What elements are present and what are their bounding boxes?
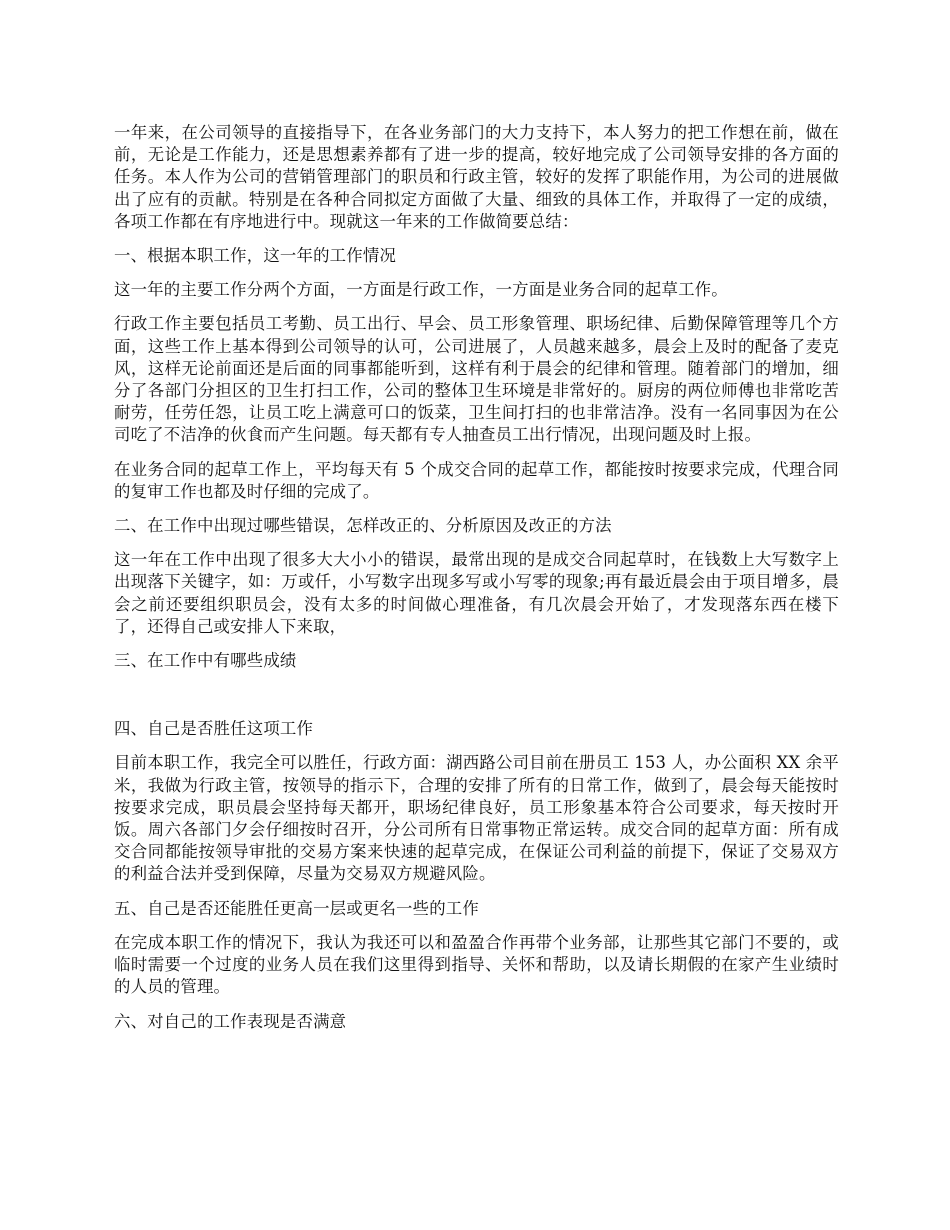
section-1-heading: 一、根据本职工作，这一年的工作情况 [114,246,397,266]
section-1-paragraph-2: 行政工作主要包括员工考勤、员工出行、早会、员工形象管理、职场纪律、后勤保障管理等几个方面，这些工作上基本得到公司领导的认可，公司进展了，人员越来越多，晨会上及时的配备了麦克风，这样无论前面还是后面的同事都能听到，这样有利于晨会的纪律和管理。随着部门的增加，细分了各部门分担区的卫生打扫工作，公司的整体卫生环境是非常好的。厨房的两位师傅也非常吃苦耐劳，任劳任怨，让员工吃上满意可口的饭菜，卫生间打扫的也非常洁净。没有一名同事因为在公司吃了不洁净的伙食而产生问题。每天都有专人抽查员工出行情况，出现问题及时上报。 [114,314,839,445]
section-1-paragraph-1: 这一年的主要工作分两个方面，一方面是行政工作，一方面是业务合同的起草工作。 [114,280,728,300]
section-5-heading: 五、自己是否还能胜任更高一层或更名一些的工作 [114,898,479,918]
intro-paragraph: 一年来，在公司领导的直接指导下，在各业务部门的大力支持下，本人努力的把工作想在前，做在前，无论是工作能力，还是思想素养都有了进一步的提高，较好地完成了公司领导安排的各方面的任务。本人作为公司的营销管理部门的职员和行政主管，较好的发挥了职能作用，为公司的进展做出了应有的贡献。特别是在各种合同拟定方面做了大量、细致的具体工作，并取得了一定的成绩，各项工作都在有序地进行中。现就这一年来的工作做简要总结： [114,123,839,231]
section-5-paragraph-1: 在完成本职工作的情况下，我认为我还可以和盈盈合作再带个业务部，让那些其它部门不要的，或临时需要一个过度的业务人员在我们这里得到指导、关怀和帮助，以及请长期假的在家产生业绩时的人员的管理。 [114,932,839,997]
section-2-paragraph-1: 这一年在工作中出现了很多大大小小的错误，最常出现的是成交合同起草时，在钱数上大写数字上出现落下关键字，如：万或仟，小写数字出现多写或小写零的现象;再有最近晨会由于项目增多，晨会之前还要组织职员会，没有太多的时间做心理准备，有几次晨会开始了，才发现落东西在楼下了，还得自己或安排人下来取， [114,550,839,636]
document-page [114,122,839,1045]
section-2-heading: 二、在工作中出现过哪些错误，怎样改正的、分析原因及改正的方法 [114,516,612,536]
section-3-heading: 三、在工作中有哪些成绩 [114,651,297,671]
section-1-paragraph-3: 在业务合同的起草工作上，平均每天有 5 个成交合同的起草工作，都能按时按要求完成，代理合同的复审工作也都及时仔细的完成了。 [114,459,839,501]
section-6-heading: 六、对自己的工作表现是否满意 [114,1011,347,1031]
section-4-paragraph-1: 目前本职工作，我完全可以胜任，行政方面：湖西路公司目前在册员工 153 人，办公面积 XX 余平米，我做为行政主管，按领导的指示下，合理的安排了所有的日常工作，做到了，晨会每天能按时按要求完成，职员晨会坚持每天都开，职场纪律良好，员工形象基本符合公司要求，每天按时开饭。周六各部门夕会仔细按时召开，分公司所有日常事物正常运转。成交合同的起草方面：所有成交合同都能按领导审批的交易方案来快速的起草完成，在保证公司利益的前提下，保证了交易双方的利益合法并受到保障，尽量为交易双方规避风险。 [114,753,839,884]
section-4-heading: 四、自己是否胜任这项工作 [114,719,314,739]
blank-space [114,684,839,718]
